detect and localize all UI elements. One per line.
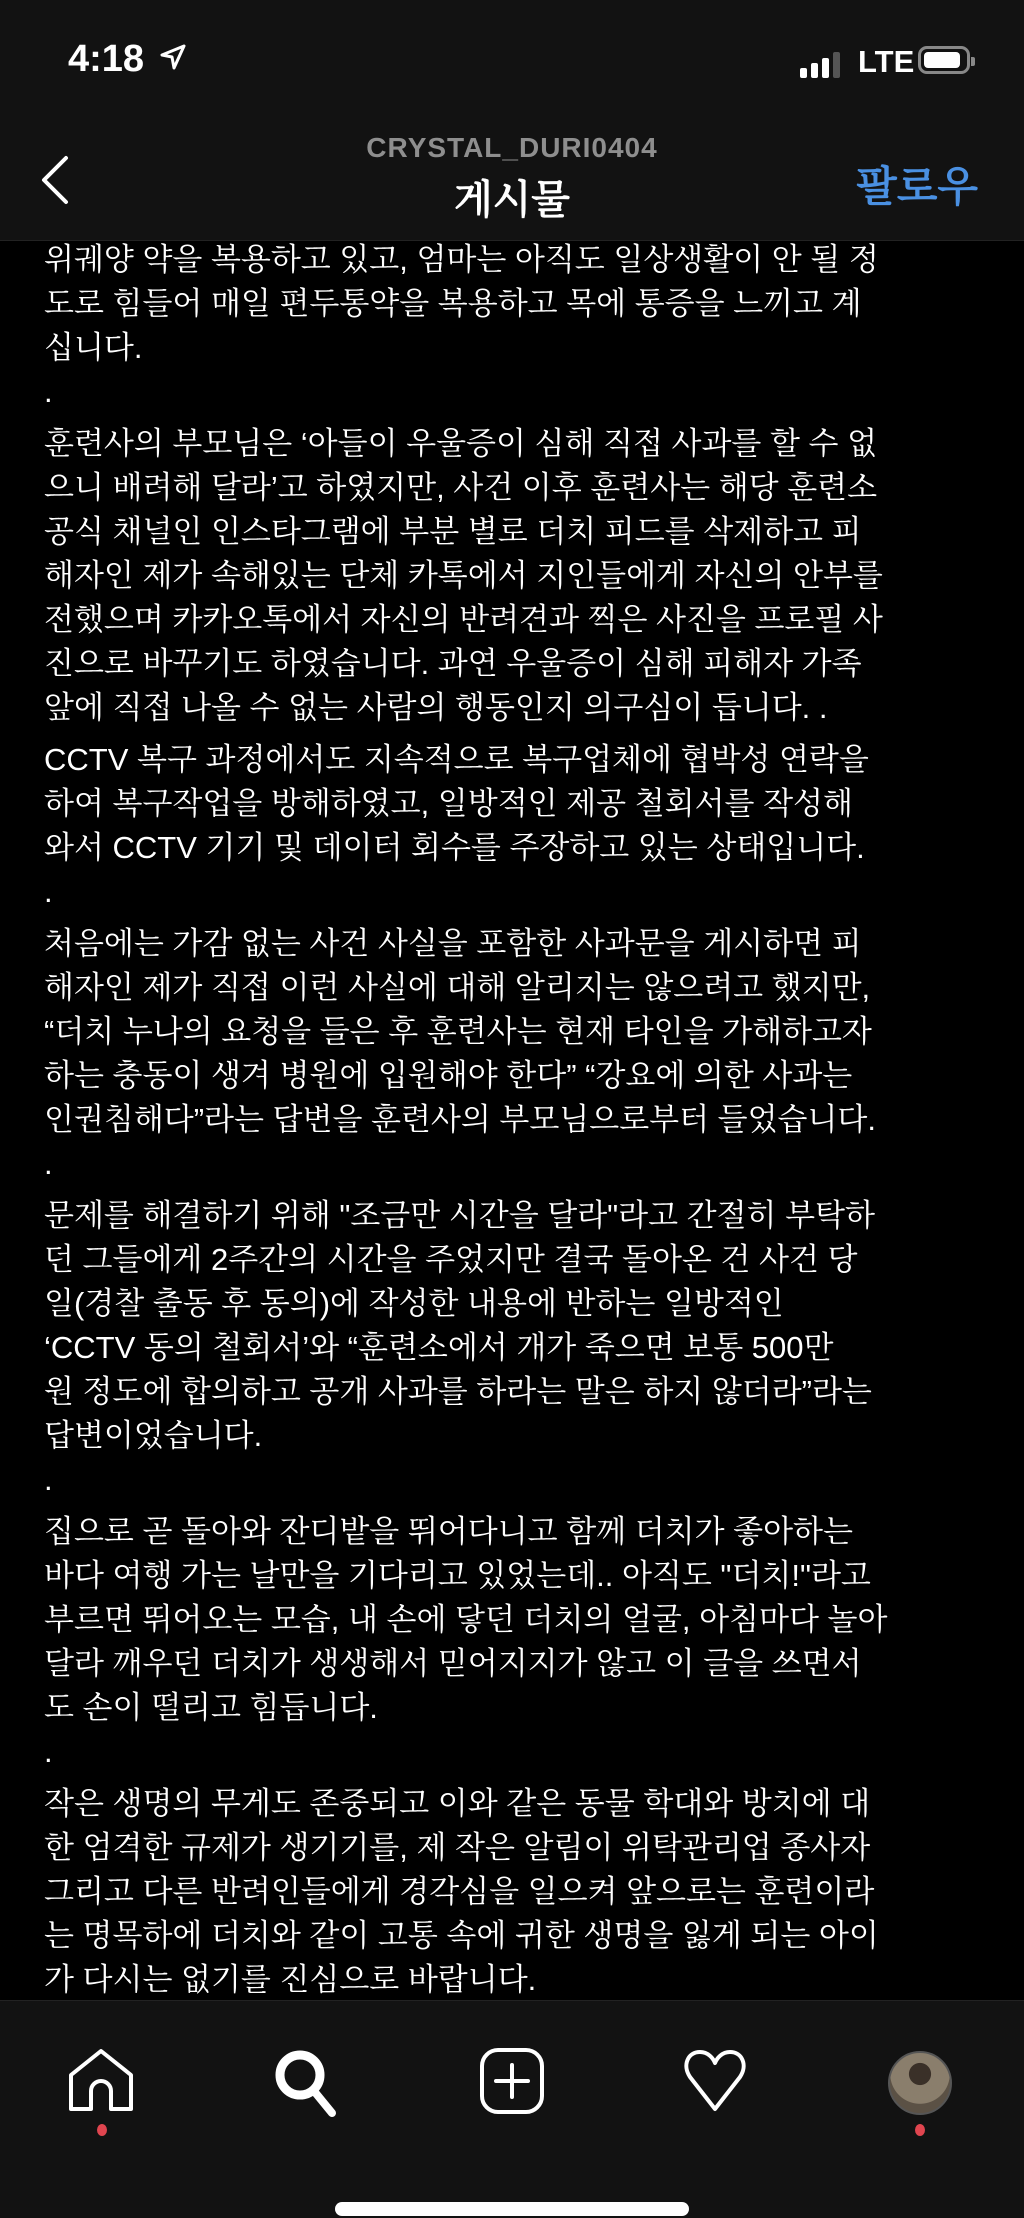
caption-line: 가 다시는 없기를 진심으로 바랍니다. (44, 1962, 537, 1997)
caption-line: 해자인 제가 직접 이런 사실에 대해 알리지는 않으려고 했지만, (44, 970, 871, 1005)
caption-line: . (44, 874, 53, 909)
caption-line: . (44, 1734, 53, 1769)
caption-line: . (44, 1462, 53, 1497)
caption-line: 일(경찰 출동 후 동의)에 작성한 내용에 반하는 일방적인 (44, 1286, 784, 1321)
follow-button[interactable]: 팔로우 (856, 163, 978, 210)
post-caption (44, 238, 1004, 2010)
profile-notification-dot (915, 2124, 925, 2136)
home-indicator (335, 2202, 689, 2216)
caption-line: 답변이었습니다. (44, 1418, 263, 1453)
location-arrow-icon (160, 44, 186, 70)
caption-line: . (44, 374, 53, 409)
caption-line: 던 그들에게 2주간의 시간을 주었지만 결국 돌아온 건 사건 당 (44, 1242, 858, 1277)
caption-line: 앞에 직접 나올 수 없는 사람의 행동인지 의구심이 듭니다. . (44, 690, 828, 725)
nav-header (0, 120, 1024, 241)
home-notification-dot (97, 2124, 107, 2136)
caption-line: 원 정도에 합의하고 공개 사과를 하라는 말은 하지 않더라”라는 (44, 1374, 872, 1409)
caption-line: 작은 생명의 무게도 존중되고 이와 같은 동물 학대와 방치에 대 (44, 1786, 871, 1821)
signal-icon (800, 52, 850, 78)
home-icon[interactable] (66, 2047, 136, 2117)
caption-line: 집으로 곧 돌아와 잔디밭을 뛰어다니고 함께 더치가 좋아하는 (44, 1514, 853, 1549)
caption-line: 공식 채널인 인스타그램에 부분 별로 더치 피드를 삭제하고 피 (44, 514, 862, 549)
battery-icon (918, 46, 970, 74)
status-time: 4:18 (68, 38, 145, 80)
caption-line: “더치 누나의 요청을 들은 후 훈련사는 현재 타인을 가해하고자 (44, 1014, 872, 1049)
search-icon[interactable] (272, 2047, 342, 2117)
caption-line: 바다 여행 가는 날만을 기다리고 있었는데.. 아직도 "더치!"라고 (44, 1558, 871, 1593)
caption-line: ‘CCTV 동의 철회서’와 “훈련소에서 개가 죽으면 보통 500만 (44, 1330, 834, 1365)
caption-paragraph (44, 1510, 1004, 1774)
caption-line: 해자인 제가 속해있는 단체 카톡에서 지인들에게 자신의 안부를 (44, 558, 883, 593)
caption-line: 그리고 다른 반려인들에게 경각심을 일으켜 앞으로는 훈련이라 (44, 1874, 875, 1909)
page-title: 게시물 (454, 178, 570, 222)
caption-line: 는 명목하에 더치와 같이 고통 속에 귀한 생명을 잃게 되는 아이 (44, 1918, 879, 1953)
caption-line: 와서 CCTV 기기 및 데이터 회수를 주장하고 있는 상태입니다. (44, 830, 865, 865)
status-bar (0, 0, 1024, 120)
caption-line: 부르면 뛰어오는 모습, 내 손에 닿던 더치의 얼굴, 아침마다 놀아 (44, 1602, 888, 1637)
caption-line: 하는 충동이 생겨 병원에 입원해야 한다” “강요에 의한 사과는 (44, 1058, 853, 1093)
caption-line: . (44, 1146, 53, 1181)
caption-line: 진으로 바꾸기도 하였습니다. 과연 우울증이 심해 피해자 가족 (44, 646, 862, 681)
caption-paragraph (44, 922, 1004, 1186)
caption-line: 도 손이 떨리고 힘듭니다. (44, 1690, 378, 1725)
caption-paragraph (44, 1782, 1004, 2002)
caption-line: 한 엄격한 규제가 생기기를, 제 작은 알림이 위탁관리업 종사자 (44, 1830, 871, 1865)
profile-avatar[interactable] (888, 2051, 952, 2115)
caption-line: 훈련사의 부모님은 ‘아들이 우울증이 심해 직접 사과를 할 수 없 (44, 426, 878, 461)
caption-line: 처음에는 가감 없는 사건 사실을 포함한 사과문을 게시하면 피 (44, 926, 862, 961)
network-label: LTE (858, 44, 915, 79)
caption-paragraph (44, 738, 1004, 914)
post-username[interactable]: CRYSTAL_DURI0404 (366, 132, 658, 163)
caption-line: 인권침해다”라는 답변을 훈련사의 부모님으로부터 들었습니다. (44, 1102, 876, 1137)
caption-line: CCTV 복구 과정에서도 지속적으로 복구업체에 협박성 연락을 (44, 742, 869, 777)
caption-paragraph (44, 422, 1004, 730)
tab-bar (0, 2000, 1024, 2218)
caption-line: 으니 배려해 달라’고 하였지만, 사건 이후 훈련사는 해당 훈련소 (44, 470, 878, 505)
caption-paragraph (44, 238, 1004, 414)
caption-line: 위궤양 약을 복용하고 있고, 엄마는 아직도 일상생활이 안 될 정 (44, 242, 879, 277)
caption-line: 문제를 해결하기 위해 "조금만 시간을 달라"라고 간절히 부탁하 (44, 1198, 875, 1233)
caption-line: 십니다. (44, 330, 143, 365)
caption-line: 도로 힘들어 매일 편두통약을 복용하고 목에 통증을 느끼고 계 (44, 286, 862, 321)
caption-line: 하여 복구작업을 방해하였고, 일방적인 제공 철회서를 작성해 (44, 786, 853, 821)
caption-paragraph (44, 1194, 1004, 1502)
caption-line: 전했으며 카카오톡에서 자신의 반려견과 찍은 사진을 프로필 사 (44, 602, 883, 637)
activity-heart-icon[interactable] (680, 2047, 750, 2117)
caption-line: 달라 깨우던 더치가 생생해서 믿어지지가 않고 이 글을 쓰면서 (44, 1646, 862, 1681)
new-post-icon[interactable] (477, 2047, 547, 2117)
